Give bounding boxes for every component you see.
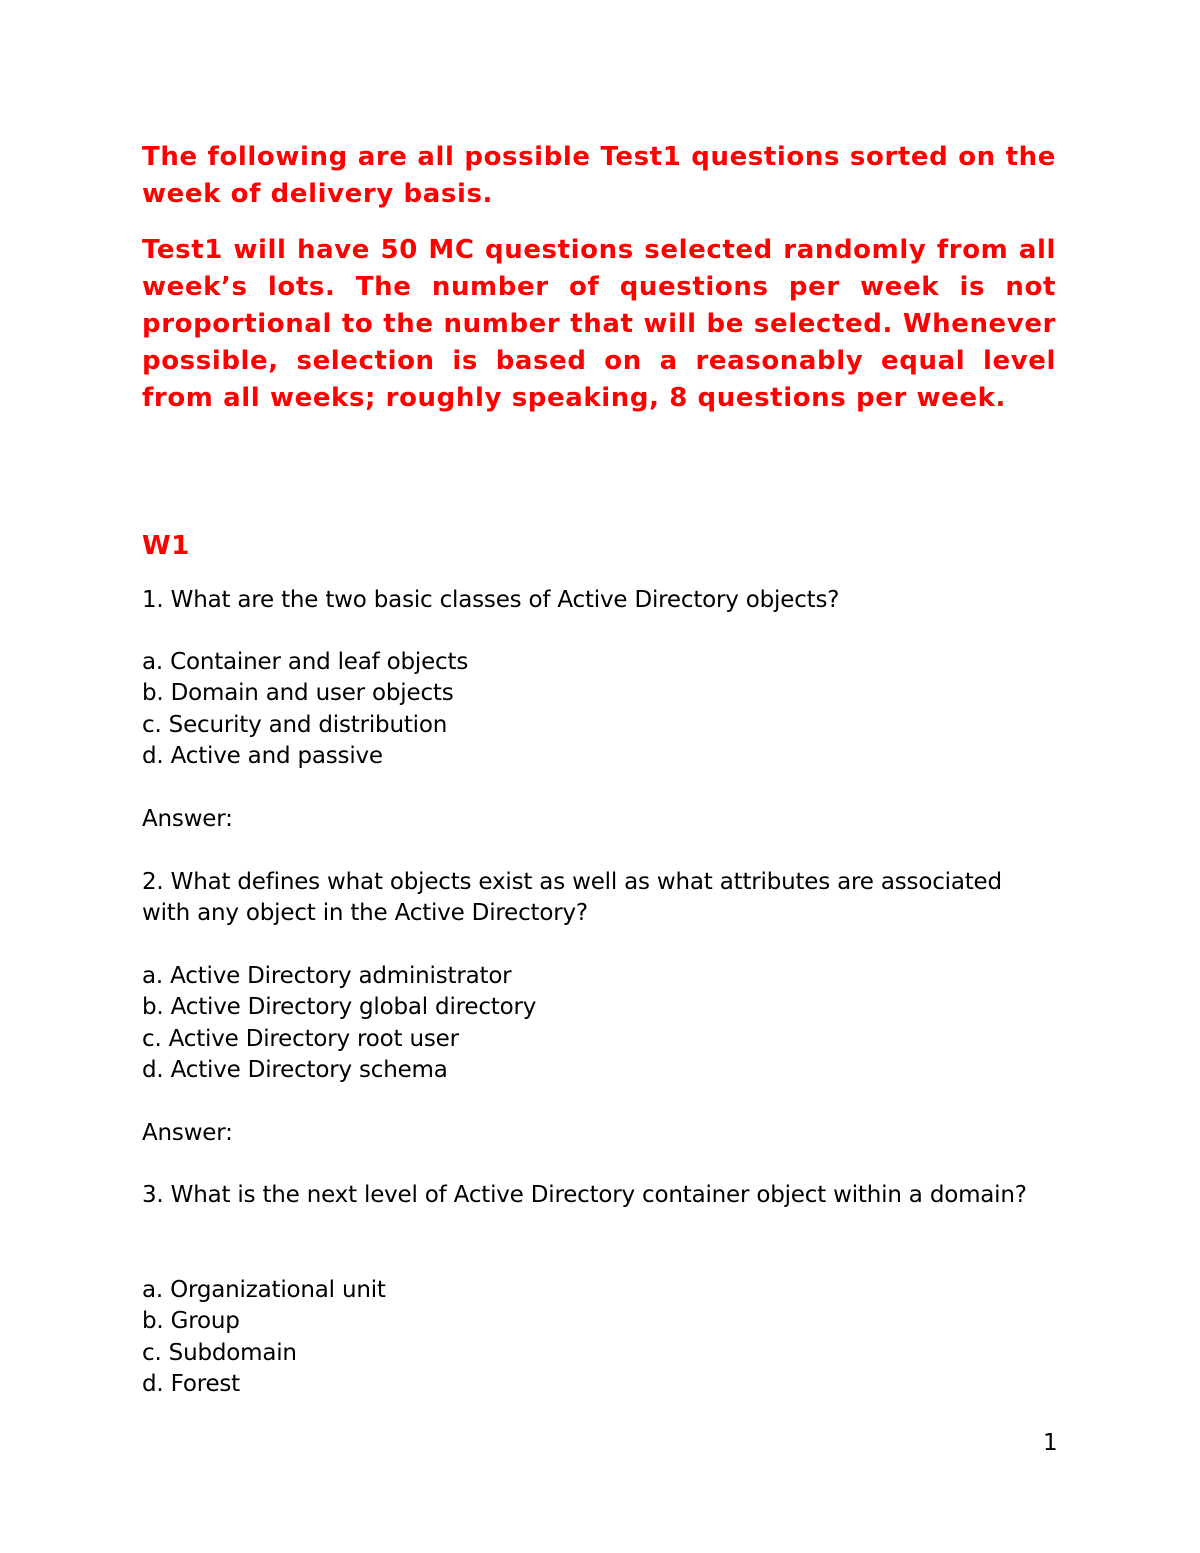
- intro-paragraph-2: Test1 will have 50 MC questions selected randomly from all week’s lots. The number of questions per week is not proportional to the number that will be selected. Whenever possible, selection is based on a reasonably equal level from all weeks; roughly speaking, 8 questions per week.: [142, 235, 1056, 413]
- question-2-text: 2. What defines what objects exist as well as what attributes are associated with any object in the Active Directory?: [142, 869, 1002, 926]
- question-1-text: 1. What are the two basic classes of Active Directory objects?: [142, 587, 840, 613]
- question-2-answer-label: Answer:: [142, 1120, 233, 1146]
- question-1-option-c: c. Security and distribution: [142, 711, 448, 738]
- question-3-option-c: c. Subdomain: [142, 1339, 297, 1366]
- question-2-options: [142, 961, 1056, 1086]
- question-1-options: [142, 647, 1056, 772]
- question-1-option-d: d. Active and passive: [142, 742, 383, 769]
- question-2-option-c: c. Active Directory root user: [142, 1025, 459, 1052]
- question-1-answer-label: Answer:: [142, 806, 233, 832]
- week-heading: W1: [142, 531, 190, 561]
- question-3-option-d: d. Forest: [142, 1370, 241, 1397]
- question-2-option-b: b. Active Directory global directory: [142, 994, 537, 1021]
- question-2-option-a: a. Active Directory administrator: [142, 963, 512, 989]
- question-1-option-a: a. Container and leaf objects: [142, 649, 469, 675]
- question-3-text: 3. What is the next level of Active Directory container object within a domain?: [142, 1182, 1027, 1208]
- question-3-options: [142, 1275, 1056, 1400]
- intro-paragraph-1: The following are all possible Test1 questions sorted on the week of delivery basis.: [142, 142, 1056, 209]
- page-number: 1: [1043, 1430, 1058, 1456]
- question-1-option-b: b. Domain and user objects: [142, 680, 454, 707]
- question-3-option-a: a. Organizational unit: [142, 1277, 386, 1303]
- question-2-option-d: d. Active Directory schema: [142, 1056, 448, 1083]
- question-3-option-b: b. Group: [142, 1308, 240, 1335]
